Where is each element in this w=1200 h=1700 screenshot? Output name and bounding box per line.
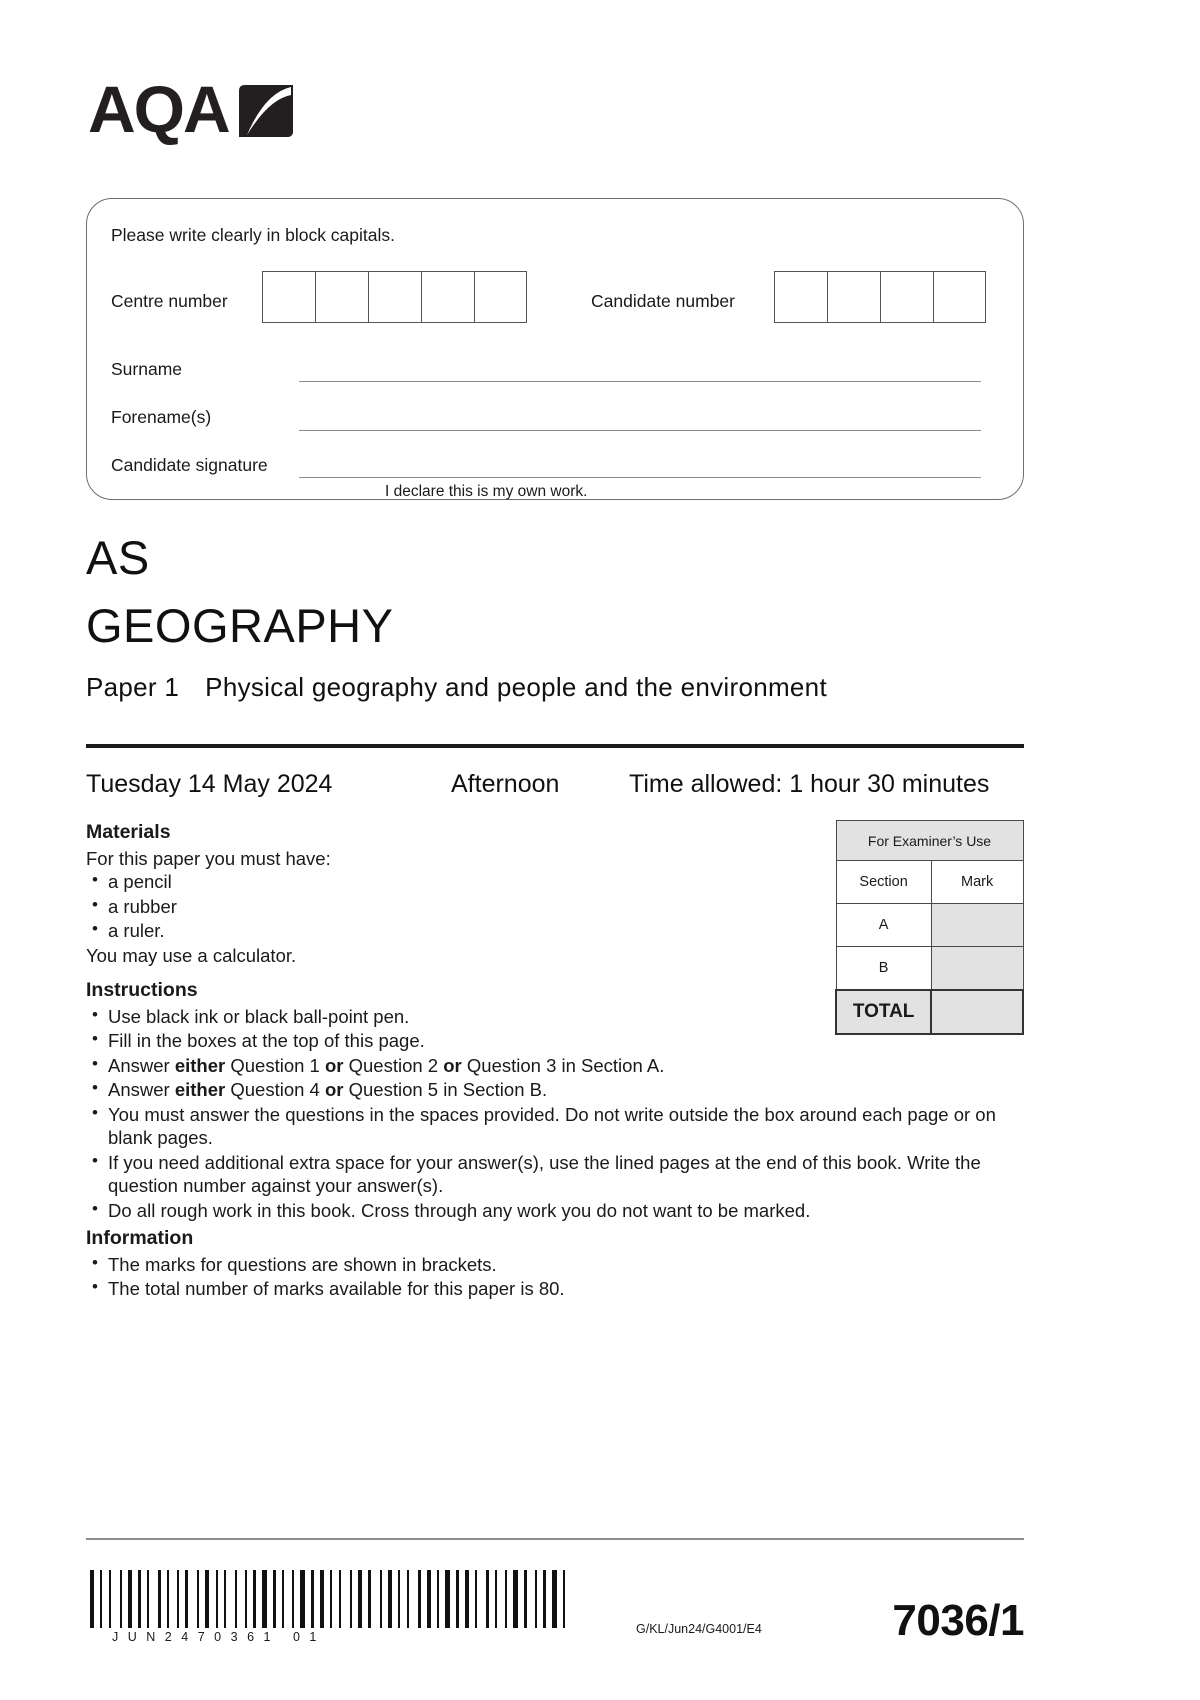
qualification-level: AS (86, 531, 150, 584)
barcode-bar (491, 1570, 493, 1628)
centre-number-cell[interactable] (421, 271, 474, 323)
barcode-bar (548, 1570, 550, 1628)
barcode-bar (109, 1570, 111, 1628)
barcode-bar (364, 1570, 366, 1628)
barcode-bar (113, 1570, 118, 1628)
calculator-note: You may use a calculator. (86, 944, 297, 966)
barcode-bar (245, 1570, 247, 1628)
barcode-bar (471, 1570, 473, 1628)
materials-item: • a ruler. (86, 919, 766, 942)
centre-number-cell[interactable] (315, 271, 368, 323)
barcode-bar (441, 1570, 443, 1628)
barcode-bar (486, 1570, 489, 1628)
barcode-bar (185, 1570, 188, 1628)
candidate-signature-label: Candidate signature (111, 455, 268, 475)
barcode-bar (205, 1570, 209, 1628)
centre-number-cell[interactable] (474, 271, 527, 323)
forenames-input-line[interactable] (299, 430, 981, 431)
barcode-bar (407, 1570, 409, 1628)
barcode-bar (368, 1570, 371, 1628)
subject-title: GEOGRAPHY (86, 599, 394, 652)
barcode-bar (134, 1570, 136, 1628)
barcode-bar (177, 1570, 179, 1628)
barcode-bar (239, 1570, 243, 1628)
surname-label: Surname (111, 359, 183, 379)
barcode-bar (373, 1570, 378, 1628)
barcode-bar (258, 1570, 260, 1628)
barcode-bar (445, 1570, 450, 1628)
examiner-mark-a[interactable] (931, 904, 1023, 947)
barcode-bar (411, 1570, 416, 1628)
barcode-bar (529, 1570, 533, 1628)
barcode-bar (398, 1570, 400, 1628)
paper-line (86, 672, 827, 703)
barcode-bar (475, 1570, 477, 1628)
barcode-bar (311, 1570, 314, 1628)
barcode-bar (273, 1570, 276, 1628)
barcode-bar (171, 1570, 175, 1628)
centre-number-input[interactable] (262, 271, 527, 323)
barcode-bar (220, 1570, 222, 1628)
instructions-list (86, 1005, 1016, 1222)
information-section (86, 1226, 1016, 1302)
information-item: • The total number of marks available for this paper is 80. (86, 1277, 1016, 1300)
barcode-bar (354, 1570, 356, 1628)
barcode-bar (394, 1570, 396, 1628)
barcode-bar (253, 1570, 256, 1628)
materials-list (86, 870, 766, 942)
barcode-bar (147, 1570, 149, 1628)
information-list (86, 1253, 1016, 1301)
barcode-bar (104, 1570, 107, 1628)
materials-section (86, 820, 766, 967)
barcode-bar (224, 1570, 226, 1628)
materials-item: • a pencil (86, 870, 766, 893)
centre-number-cell[interactable] (368, 271, 421, 323)
candidate-number-input[interactable] (774, 271, 986, 323)
instruction-item: • You must answer the questions in the spaces provided. Do not write outside the box around each page or on blank pages. (86, 1103, 1016, 1150)
barcode-bar (461, 1570, 463, 1628)
barcode-bar (286, 1570, 290, 1628)
examiner-total-label: TOTAL (836, 990, 931, 1034)
barcode-bar (423, 1570, 425, 1628)
barcode-bar (316, 1570, 318, 1628)
declaration-text: I declare this is my own work. (385, 483, 588, 500)
barcode-bar (567, 1570, 571, 1628)
barcode-bar (437, 1570, 439, 1628)
barcode-bar (235, 1570, 237, 1628)
barcode (90, 1570, 573, 1628)
instruction-item: • Fill in the boxes at the top of this page. (86, 1029, 1016, 1052)
barcode-bar (524, 1570, 527, 1628)
signature-input-line[interactable] (299, 477, 981, 478)
barcode-bar (100, 1570, 102, 1628)
barcode-bar (388, 1570, 392, 1628)
barcode-bar (320, 1570, 324, 1628)
barcode-bar (384, 1570, 386, 1628)
materials-heading: Materials (86, 821, 171, 843)
document-code: G/KL/Jun24/G4001/E4 (636, 1622, 762, 1636)
barcode-bar (211, 1570, 214, 1628)
barcode-bar (151, 1570, 156, 1628)
exam-session: Afternoon (451, 770, 560, 798)
barcode-bar (143, 1570, 145, 1628)
candidate-details-box (86, 198, 1024, 500)
candidate-number-label: Candidate number (591, 291, 735, 311)
examiner-row-b: B (836, 947, 931, 991)
materials-intro: For this paper you must have: (86, 847, 331, 869)
instruction-item: • Answer either Question 4 or Question 5 in Section B. (86, 1078, 1016, 1101)
barcode-bar (520, 1570, 522, 1628)
candidate-number-cell[interactable] (774, 271, 827, 323)
barcode-bar (418, 1570, 421, 1628)
aqa-logo-text: AQA (88, 72, 229, 146)
examiner-table-header: For Examiner’s Use (836, 821, 1023, 861)
materials-item: • a rubber (86, 895, 766, 918)
information-heading: Information (86, 1227, 194, 1249)
barcode-bar (513, 1570, 518, 1628)
barcode-bar (543, 1570, 546, 1628)
barcode-bar (402, 1570, 405, 1628)
barcode-bar (495, 1570, 497, 1628)
candidate-number-cell[interactable] (880, 271, 933, 323)
barcode-bar (296, 1570, 298, 1628)
forenames-label: Forename(s) (111, 407, 212, 427)
barcode-bar (158, 1570, 161, 1628)
barcode-bar (499, 1570, 503, 1628)
barcode-bar (535, 1570, 537, 1628)
barcode-bar (358, 1570, 362, 1628)
paper-number: Paper 1 (86, 672, 180, 702)
barcode-bar (90, 1570, 94, 1628)
barcode-bar (128, 1570, 132, 1628)
examiner-col-section: Section (836, 861, 931, 904)
footer-divider (86, 1538, 1024, 1540)
instruction-item: • Answer either Question 1 or Question 2 or Question 3 in Section A. (86, 1054, 1016, 1077)
barcode-bar (300, 1570, 305, 1628)
barcode-bar (190, 1570, 195, 1628)
header-divider (86, 744, 1024, 748)
barcode-bar (433, 1570, 435, 1628)
instruction-item: • Do all rough work in this book. Cross through any work you do not want to be marked. (86, 1199, 1016, 1222)
paper-code: 7036/1 (892, 1596, 1024, 1645)
barcode-bar (167, 1570, 169, 1628)
instruction-item: • Use black ink or black ball-point pen. (86, 1005, 1016, 1028)
candidate-number-cell[interactable] (827, 271, 880, 323)
barcode-bar (292, 1570, 294, 1628)
surname-input-line[interactable] (299, 381, 981, 382)
paper-title: Physical geography and people and the environment (205, 672, 827, 702)
barcode-bar (228, 1570, 233, 1628)
barcode-bar (197, 1570, 199, 1628)
barcode-bar (216, 1570, 218, 1628)
barcode-bar (249, 1570, 251, 1628)
barcode-bar (326, 1570, 328, 1628)
barcode-bar (552, 1570, 557, 1628)
barcode-bar (456, 1570, 459, 1628)
barcode-bar (427, 1570, 431, 1628)
barcode-bar (330, 1570, 332, 1628)
barcode-bar (201, 1570, 203, 1628)
barcode-bar (138, 1570, 141, 1628)
instructions-heading: Instructions (86, 979, 198, 1001)
barcode-bar (465, 1570, 469, 1628)
barcode-bar (124, 1570, 126, 1628)
instructions-section (86, 978, 1016, 1223)
barcode-bar (334, 1570, 337, 1628)
centre-number-cell[interactable] (262, 271, 315, 323)
barcode-bar (505, 1570, 507, 1628)
barcode-bar (559, 1570, 561, 1628)
time-allowed: Time allowed: 1 hour 30 minutes (629, 770, 990, 798)
barcode-bar (120, 1570, 122, 1628)
aqa-logo (88, 72, 297, 148)
barcode-bar (96, 1570, 98, 1628)
examiner-row-a: A (836, 904, 931, 947)
block-capitals-instruction: Please write clearly in block capitals. (111, 225, 396, 245)
barcode-bar (563, 1570, 565, 1628)
barcode-bar (343, 1570, 348, 1628)
exam-date: Tuesday 14 May 2024 (86, 770, 333, 798)
barcode-bar (539, 1570, 541, 1628)
barcode-bar (452, 1570, 454, 1628)
barcode-bar (163, 1570, 165, 1628)
barcode-bar (282, 1570, 284, 1628)
barcode-bar (380, 1570, 382, 1628)
barcode-bar (350, 1570, 352, 1628)
information-item: • The marks for questions are shown in brackets. (86, 1253, 1016, 1276)
barcode-bar (269, 1570, 271, 1628)
barcode-bar (339, 1570, 341, 1628)
barcode-bar (278, 1570, 280, 1628)
leaf-icon (235, 81, 297, 148)
barcode-bar (509, 1570, 511, 1628)
barcode-bar (181, 1570, 183, 1628)
barcode-bar (262, 1570, 267, 1628)
instruction-item: • If you need additional extra space for your answer(s), use the lined pages at the end of this book. Write the question number against your answer(s). (86, 1151, 1016, 1198)
candidate-number-cell[interactable] (933, 271, 986, 323)
barcode-digits: JUN2470361 01 (112, 1630, 326, 1644)
barcode-bar (307, 1570, 309, 1628)
centre-number-label: Centre number (111, 291, 228, 311)
barcode-bar (479, 1570, 484, 1628)
examiner-col-mark: Mark (931, 861, 1023, 904)
